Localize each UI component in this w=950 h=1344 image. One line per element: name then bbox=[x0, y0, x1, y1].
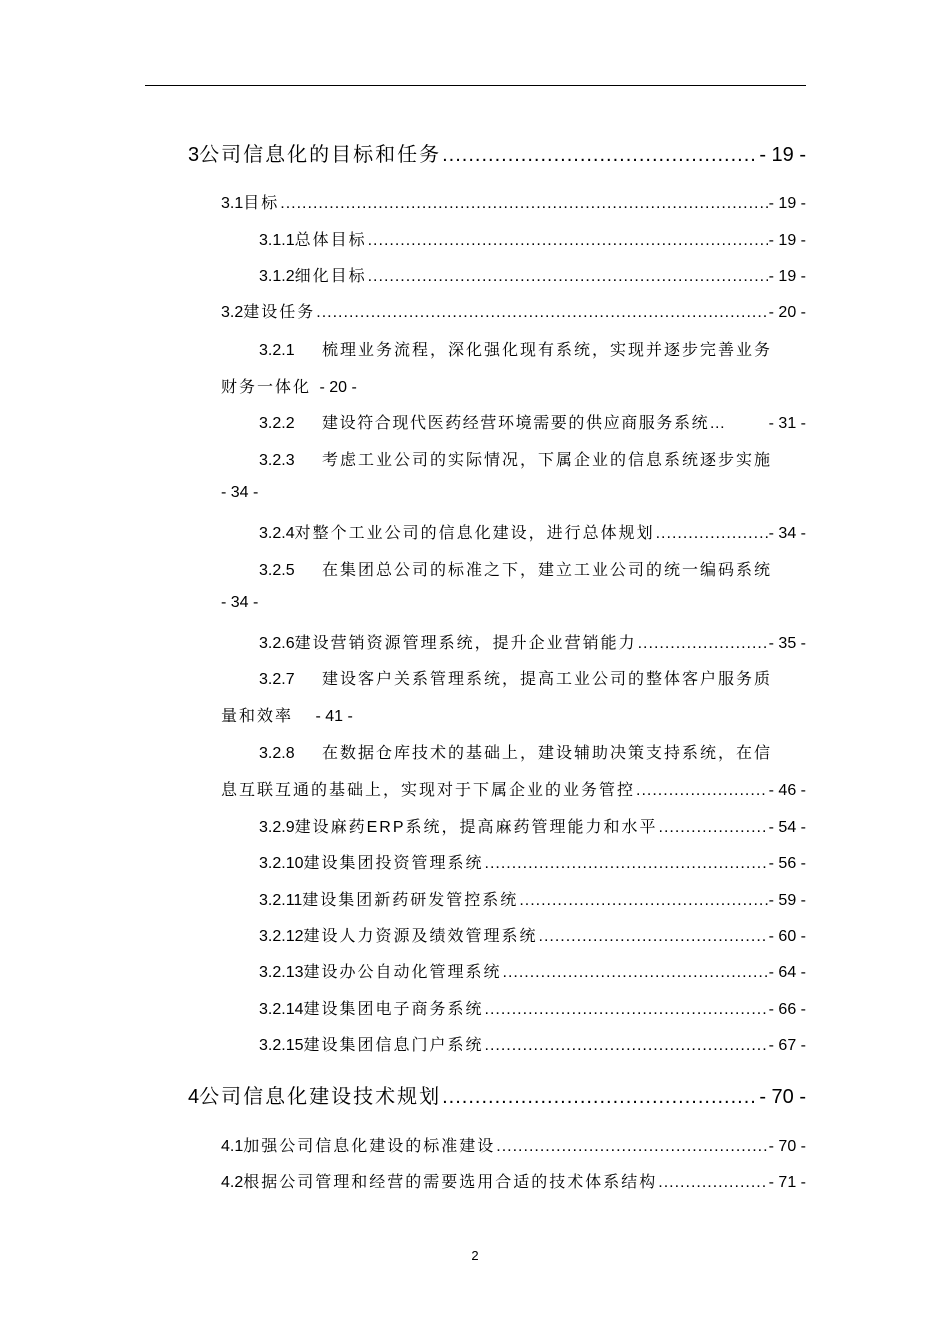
toc-title: 根据公司管理和经营的需要选用合适的技术体系结构 bbox=[243, 1174, 658, 1191]
toc-leader-dots bbox=[656, 525, 768, 543]
toc-page: - 64 - bbox=[768, 964, 806, 981]
toc-number: 3.2.13 bbox=[259, 964, 304, 981]
toc-entry-3-1-1[interactable] bbox=[259, 227, 806, 250]
toc-leader-dots bbox=[496, 1138, 767, 1156]
toc-leader-dots bbox=[368, 268, 768, 286]
toc-leader-dots bbox=[503, 964, 768, 982]
toc-number: 4.1 bbox=[221, 1138, 244, 1155]
toc-page: - 19 - bbox=[768, 195, 806, 212]
toc-title: 建设集团新药研发管控系统 bbox=[302, 892, 519, 909]
toc-leader-dots bbox=[280, 195, 767, 213]
toc-page: - 19 - bbox=[768, 232, 806, 249]
toc-page: - 20 - bbox=[319, 379, 357, 396]
toc-entry-3-2-15[interactable] bbox=[259, 1032, 806, 1055]
toc-number: 3.2.2 bbox=[259, 415, 295, 432]
toc-entry-3-2-14[interactable] bbox=[259, 996, 806, 1019]
toc-title-continued: 息互联互通的基础上，实现对于下属企业的业务管控 bbox=[221, 782, 636, 799]
toc-title-continued: 量和效率 bbox=[221, 708, 294, 725]
toc-entry-3-2-1[interactable] bbox=[221, 337, 772, 397]
toc-title: 对整个工业公司的信息化建设，进行总体规划 bbox=[294, 525, 655, 542]
toc-page: - 67 - bbox=[768, 1037, 806, 1054]
toc-page: - 34 - bbox=[221, 594, 259, 611]
toc-entry-3-2-10[interactable] bbox=[259, 850, 806, 873]
toc-title: 总体目标 bbox=[294, 232, 367, 249]
toc-leader-dots bbox=[658, 1174, 767, 1192]
toc-entry-3-2-11[interactable] bbox=[259, 887, 806, 910]
toc-number: 3.2.1 bbox=[259, 342, 295, 359]
toc-title: 建设人力资源及绩效管理系统 bbox=[303, 928, 538, 945]
toc-number: 4.2 bbox=[221, 1174, 244, 1191]
toc-page: - 34 - bbox=[221, 484, 259, 501]
toc-leader-dots bbox=[316, 304, 767, 322]
toc-title: 建设集团信息门户系统 bbox=[303, 1037, 484, 1054]
toc-page: - 59 - bbox=[768, 892, 806, 909]
toc-leader-dots bbox=[539, 928, 768, 946]
toc-entry-3-2-4[interactable] bbox=[259, 520, 806, 543]
toc-entry-3-2-2[interactable] bbox=[259, 410, 806, 433]
toc-page: - 56 - bbox=[768, 855, 806, 872]
toc-page: - 19 - bbox=[759, 144, 806, 166]
toc-number: 3.2.9 bbox=[259, 819, 295, 836]
toc-number: 3.2.11 bbox=[259, 892, 303, 909]
toc-number: 3.2.3 bbox=[259, 452, 295, 469]
toc-page: - 70 - bbox=[768, 1138, 806, 1155]
toc-entry-3-2[interactable] bbox=[221, 299, 806, 322]
toc-page: - 35 - bbox=[768, 635, 806, 652]
footer-page-number: 2 bbox=[471, 1248, 479, 1263]
toc-entry-3-2-7[interactable] bbox=[221, 666, 772, 726]
toc-page: - 54 - bbox=[768, 819, 806, 836]
toc-title: 梳理业务流程，深化强化现有系统，实现并逐步完善业务 bbox=[322, 342, 773, 359]
toc-line bbox=[259, 740, 772, 763]
toc-entry-3[interactable] bbox=[188, 138, 806, 167]
toc-number: 3.2.8 bbox=[259, 745, 295, 762]
toc-number: 3.2 bbox=[221, 304, 244, 321]
toc-number: 3 bbox=[188, 144, 200, 166]
toc-title: 公司信息化建设技术规划 bbox=[199, 1086, 442, 1108]
toc-page: - 31 - bbox=[768, 415, 806, 432]
toc-leader-dots bbox=[636, 782, 768, 800]
toc-page: - 60 - bbox=[768, 928, 806, 945]
toc-number: 3.1.1 bbox=[259, 232, 295, 249]
toc-entry-3-2-3[interactable] bbox=[221, 447, 772, 502]
header-rule bbox=[145, 85, 806, 86]
toc-line bbox=[221, 777, 806, 800]
toc-title: 考虑工业公司的实际情况，下属企业的信息系统逐步实施 bbox=[322, 452, 773, 469]
toc-title: 建设符合现代医药经营环境需要的供应商服务系统… bbox=[322, 415, 727, 432]
toc-number: 3.2.15 bbox=[259, 1037, 304, 1054]
toc-entry-3-2-9[interactable] bbox=[259, 814, 806, 837]
toc-page: - 34 - bbox=[768, 525, 806, 542]
toc-title: 目标 bbox=[243, 195, 280, 212]
toc-number: 3.2.12 bbox=[259, 928, 304, 945]
toc-entry-4-2[interactable] bbox=[221, 1169, 806, 1192]
toc-title: 建设麻药ERP系统，提高麻药管理能力和水平 bbox=[294, 819, 658, 836]
toc-number: 3.2.7 bbox=[259, 671, 295, 688]
toc-number: 3.1.2 bbox=[259, 268, 295, 285]
toc-number: 3.2.14 bbox=[259, 1001, 304, 1018]
toc-title: 在集团总公司的标准之下，建立工业公司的统一编码系统 bbox=[322, 562, 773, 579]
toc-entry-3-2-12[interactable] bbox=[259, 923, 806, 946]
toc-leader-dots bbox=[485, 1001, 768, 1019]
toc-page: - 71 - bbox=[768, 1174, 806, 1191]
toc-leader-dots bbox=[485, 855, 768, 873]
toc-title: 建设任务 bbox=[243, 304, 316, 321]
toc-entry-3-1[interactable] bbox=[221, 190, 806, 213]
toc-leader-dots bbox=[659, 819, 768, 837]
toc-leader-dots bbox=[368, 232, 768, 250]
toc-entry-3-2-6[interactable] bbox=[259, 630, 806, 653]
toc-title: 建设客户关系管理系统，提高工业公司的整体客户服务质 bbox=[322, 671, 773, 688]
toc-page: - 20 - bbox=[768, 304, 806, 321]
toc-title: 在数据仓库技术的基础上，建设辅助决策支持系统，在信 bbox=[322, 745, 773, 762]
toc-page: - 41 - bbox=[315, 708, 353, 725]
toc-number: 3.2.5 bbox=[259, 562, 295, 579]
toc-number: 3.2.10 bbox=[259, 855, 304, 872]
toc-title: 建设营销资源管理系统，提升企业营销能力 bbox=[294, 635, 637, 652]
toc-leader-dots bbox=[442, 1086, 758, 1109]
toc-leader-dots bbox=[519, 892, 767, 910]
toc-title: 建设集团投资管理系统 bbox=[303, 855, 484, 872]
toc-number: 4 bbox=[188, 1086, 200, 1108]
toc-title: 建设集团电子商务系统 bbox=[303, 1001, 484, 1018]
toc-leader-dots bbox=[442, 144, 758, 167]
toc-entry-4-1[interactable] bbox=[221, 1133, 806, 1156]
toc-title-continued: 财务一体化 bbox=[221, 379, 312, 396]
toc-entry-3-1-2[interactable] bbox=[259, 263, 806, 286]
toc-page: - 19 - bbox=[768, 268, 806, 285]
toc-entry-3-2-5[interactable] bbox=[221, 557, 772, 612]
toc-entry-3-2-13[interactable] bbox=[259, 959, 806, 982]
toc-title: 加强公司信息化建设的标准建设 bbox=[243, 1138, 496, 1155]
toc-page: - 46 - bbox=[768, 782, 806, 799]
toc-entry-4[interactable] bbox=[188, 1080, 806, 1109]
toc-number: 3.2.4 bbox=[259, 525, 295, 542]
toc-number: 3.1 bbox=[221, 195, 244, 212]
toc-leader-dots bbox=[638, 635, 768, 653]
toc-page: - 70 - bbox=[759, 1086, 806, 1108]
toc-page: - 66 - bbox=[768, 1001, 806, 1018]
toc-title: 细化目标 bbox=[294, 268, 367, 285]
toc-title: 建设办公自动化管理系统 bbox=[303, 964, 502, 981]
toc-title: 公司信息化的目标和任务 bbox=[199, 144, 442, 166]
toc-leader-dots bbox=[485, 1037, 768, 1055]
toc-number: 3.2.6 bbox=[259, 635, 295, 652]
